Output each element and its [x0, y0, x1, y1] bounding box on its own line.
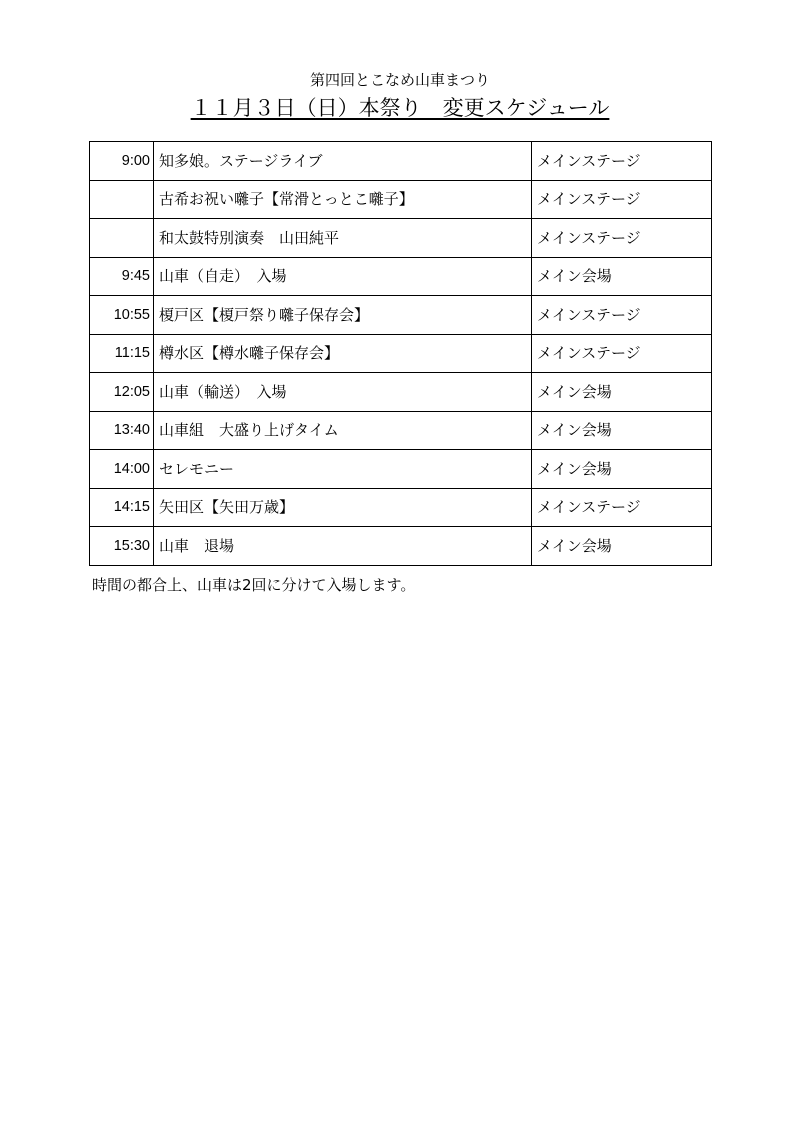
event-cell: 山車（自走） 入場 — [154, 257, 532, 296]
time-cell — [90, 219, 154, 258]
table-row — [90, 296, 712, 335]
place-cell: メインステージ — [532, 219, 712, 258]
event-cell: 山車（輸送） 入場 — [154, 373, 532, 412]
table-row — [90, 219, 712, 258]
schedule-table — [89, 141, 712, 566]
place-cell: メインステージ — [532, 180, 712, 219]
time-cell: 9:00 — [90, 142, 154, 181]
time-cell: 14:00 — [90, 450, 154, 489]
table-row — [90, 257, 712, 296]
page-title-text: １１月３日（日）本祭り 変更スケジュール — [190, 96, 610, 120]
place-cell: メインステージ — [532, 142, 712, 181]
place-cell: メインステージ — [532, 488, 712, 527]
place-cell: メイン会場 — [532, 411, 712, 450]
time-cell: 9:45 — [90, 257, 154, 296]
table-row — [90, 411, 712, 450]
time-cell: 12:05 — [90, 373, 154, 412]
event-cell: 樽水区【樽水囃子保存会】 — [154, 334, 532, 373]
event-cell: 榎戸区【榎戸祭り囃子保存会】 — [154, 296, 532, 335]
event-cell: 古希お祝い囃子【常滑とっとこ囃子】 — [154, 180, 532, 219]
schedule-table-body — [90, 142, 712, 566]
table-row — [90, 180, 712, 219]
place-cell: メイン会場 — [532, 527, 712, 566]
event-cell: 山車 退場 — [154, 527, 532, 566]
place-cell: メイン会場 — [532, 373, 712, 412]
time-cell: 10:55 — [90, 296, 154, 335]
table-row — [90, 488, 712, 527]
table-row — [90, 334, 712, 373]
time-cell: 14:15 — [90, 488, 154, 527]
event-cell: 知多娘。ステージライブ — [154, 142, 532, 181]
table-row — [90, 373, 712, 412]
time-cell: 13:40 — [90, 411, 154, 450]
event-cell: 山車組 大盛り上げタイム — [154, 411, 532, 450]
event-cell: 和太鼓特別演奏 山田純平 — [154, 219, 532, 258]
table-row — [90, 527, 712, 566]
place-cell: メインステージ — [532, 296, 712, 335]
page-title — [0, 94, 800, 122]
event-cell: セレモニー — [154, 450, 532, 489]
place-cell: メインステージ — [532, 334, 712, 373]
event-subtitle: 第四回とこなめ山車まつり — [309, 71, 490, 89]
footer-note: 時間の都合上、山車は2回に分けて入場します。 — [92, 576, 416, 594]
table-row — [90, 142, 712, 181]
time-cell — [90, 180, 154, 219]
event-cell: 矢田区【矢田万歳】 — [154, 488, 532, 527]
time-cell: 11:15 — [90, 334, 154, 373]
place-cell: メイン会場 — [532, 450, 712, 489]
place-cell: メイン会場 — [532, 257, 712, 296]
table-row — [90, 450, 712, 489]
time-cell: 15:30 — [90, 527, 154, 566]
